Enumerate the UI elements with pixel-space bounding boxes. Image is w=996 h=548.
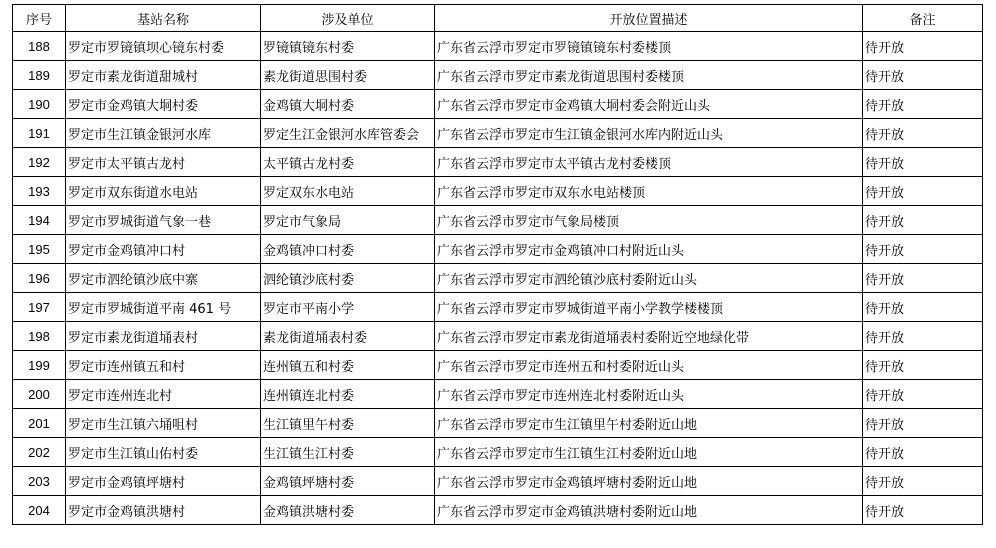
serial-number-cell: 191 (13, 119, 66, 148)
serial-number-cell: 198 (13, 322, 66, 351)
unit-cell: 生江镇生江村委 (261, 438, 435, 467)
header-station-name: 基站名称 (66, 5, 261, 32)
station-name-cell: 罗定市金鸡镇坪塘村 (66, 467, 261, 496)
location-cell: 广东省云浮市罗定市金鸡镇大垌村委会附近山头 (435, 90, 863, 119)
station-name-cell: 罗定市素龙街道埇表村 (66, 322, 261, 351)
note-cell: 待开放 (863, 148, 983, 177)
header-unit: 涉及单位 (261, 5, 435, 32)
unit-cell: 罗定市气象局 (261, 206, 435, 235)
unit-cell: 连州镇五和村委 (261, 351, 435, 380)
base-station-table (12, 4, 983, 525)
table-row (13, 351, 983, 380)
location-cell: 广东省云浮市罗定市罗城街道平南小学教学楼楼顶 (435, 293, 863, 322)
location-cell: 广东省云浮市罗定市生江镇里午村委附近山地 (435, 409, 863, 438)
serial-number-cell: 199 (13, 351, 66, 380)
serial-number-cell: 202 (13, 438, 66, 467)
location-cell: 广东省云浮市罗定市双东水电站楼顶 (435, 177, 863, 206)
table-row (13, 293, 983, 322)
table-row (13, 380, 983, 409)
location-cell: 广东省云浮市罗定市连州连北村委附近山头 (435, 380, 863, 409)
note-cell: 待开放 (863, 293, 983, 322)
serial-number-cell: 201 (13, 409, 66, 438)
location-cell: 广东省云浮市罗定市素龙街道思围村委楼顶 (435, 61, 863, 90)
station-name-cell: 罗定市金鸡镇冲口村 (66, 235, 261, 264)
station-name-cell: 罗定市生江镇六埇咀村 (66, 409, 261, 438)
unit-cell: 金鸡镇冲口村委 (261, 235, 435, 264)
table-row (13, 32, 983, 61)
header-location: 开放位置描述 (435, 5, 863, 32)
note-cell: 待开放 (863, 90, 983, 119)
note-cell: 待开放 (863, 467, 983, 496)
station-name-cell: 罗定市罗镜镇坝心镜东村委 (66, 32, 261, 61)
table-row (13, 61, 983, 90)
unit-cell: 金鸡镇大垌村委 (261, 90, 435, 119)
table-body (13, 32, 983, 525)
location-cell: 广东省云浮市罗定市素龙街道埇表村委附近空地绿化带 (435, 322, 863, 351)
unit-cell: 连州镇连北村委 (261, 380, 435, 409)
note-cell: 待开放 (863, 206, 983, 235)
location-cell: 广东省云浮市罗定市罗镜镇镜东村委楼顶 (435, 32, 863, 61)
note-cell: 待开放 (863, 409, 983, 438)
serial-number-cell: 193 (13, 177, 66, 206)
unit-cell: 金鸡镇洪塘村委 (261, 496, 435, 525)
table-header (13, 5, 983, 32)
location-cell: 广东省云浮市罗定市金鸡镇洪塘村委附近山地 (435, 496, 863, 525)
note-cell: 待开放 (863, 264, 983, 293)
unit-cell: 生江镇里午村委 (261, 409, 435, 438)
serial-number-cell: 204 (13, 496, 66, 525)
location-cell: 广东省云浮市罗定市生江镇生江村委附近山地 (435, 438, 863, 467)
note-cell: 待开放 (863, 322, 983, 351)
note-cell: 待开放 (863, 496, 983, 525)
header-row (13, 5, 983, 32)
station-name-cell: 罗定市金鸡镇大垌村委 (66, 90, 261, 119)
location-cell: 广东省云浮市罗定市气象局楼顶 (435, 206, 863, 235)
note-cell: 待开放 (863, 32, 983, 61)
serial-number-cell: 203 (13, 467, 66, 496)
location-cell: 广东省云浮市罗定市生江镇金银河水库内附近山头 (435, 119, 863, 148)
base-station-table-container (12, 4, 982, 525)
unit-cell: 罗定市平南小学 (261, 293, 435, 322)
serial-number-cell: 194 (13, 206, 66, 235)
station-name-cell: 罗定市素龙街道甜城村 (66, 61, 261, 90)
table-row (13, 148, 983, 177)
table-row (13, 206, 983, 235)
note-cell: 待开放 (863, 61, 983, 90)
station-name-cell: 罗定市双东街道水电站 (66, 177, 261, 206)
location-cell: 广东省云浮市罗定市泗纶镇沙底村委附近山头 (435, 264, 863, 293)
station-name-cell: 罗定市罗城街道平南 461 号 (66, 293, 261, 322)
station-name-cell: 罗定市生江镇金银河水库 (66, 119, 261, 148)
serial-number-cell: 189 (13, 61, 66, 90)
note-cell: 待开放 (863, 235, 983, 264)
location-cell: 广东省云浮市罗定市金鸡镇坪塘村委附近山地 (435, 467, 863, 496)
note-cell: 待开放 (863, 119, 983, 148)
table-row (13, 438, 983, 467)
unit-cell: 罗定生江金银河水库管委会 (261, 119, 435, 148)
station-name-cell: 罗定市连州镇五和村 (66, 351, 261, 380)
table-row (13, 496, 983, 525)
unit-cell: 太平镇古龙村委 (261, 148, 435, 177)
station-name-cell: 罗定市连州连北村 (66, 380, 261, 409)
table-row (13, 322, 983, 351)
unit-cell: 素龙街道埇表村委 (261, 322, 435, 351)
unit-cell: 金鸡镇坪塘村委 (261, 467, 435, 496)
serial-number-cell: 195 (13, 235, 66, 264)
station-name-cell: 罗定市金鸡镇洪塘村 (66, 496, 261, 525)
table-row (13, 177, 983, 206)
note-cell: 待开放 (863, 438, 983, 467)
note-cell: 待开放 (863, 351, 983, 380)
station-name-cell: 罗定市泗纶镇沙底中寨 (66, 264, 261, 293)
serial-number-cell: 197 (13, 293, 66, 322)
unit-cell: 素龙街道思围村委 (261, 61, 435, 90)
table-row (13, 119, 983, 148)
table-row (13, 409, 983, 438)
note-cell: 待开放 (863, 177, 983, 206)
serial-number-cell: 196 (13, 264, 66, 293)
table-row (13, 235, 983, 264)
header-note: 备注 (863, 5, 983, 32)
table-row (13, 90, 983, 119)
location-cell: 广东省云浮市罗定市太平镇古龙村委楼顶 (435, 148, 863, 177)
header-serial-number: 序号 (13, 5, 66, 32)
note-cell: 待开放 (863, 380, 983, 409)
unit-cell: 罗定双东水电站 (261, 177, 435, 206)
location-cell: 广东省云浮市罗定市连州五和村委附近山头 (435, 351, 863, 380)
serial-number-cell: 188 (13, 32, 66, 61)
serial-number-cell: 200 (13, 380, 66, 409)
serial-number-cell: 190 (13, 90, 66, 119)
station-name-cell: 罗定市罗城街道气象一巷 (66, 206, 261, 235)
unit-cell: 罗镜镇镜东村委 (261, 32, 435, 61)
table-row (13, 264, 983, 293)
station-name-cell: 罗定市生江镇山佑村委 (66, 438, 261, 467)
location-cell: 广东省云浮市罗定市金鸡镇冲口村附近山头 (435, 235, 863, 264)
unit-cell: 泗纶镇沙底村委 (261, 264, 435, 293)
table-row (13, 467, 983, 496)
station-name-cell: 罗定市太平镇古龙村 (66, 148, 261, 177)
serial-number-cell: 192 (13, 148, 66, 177)
